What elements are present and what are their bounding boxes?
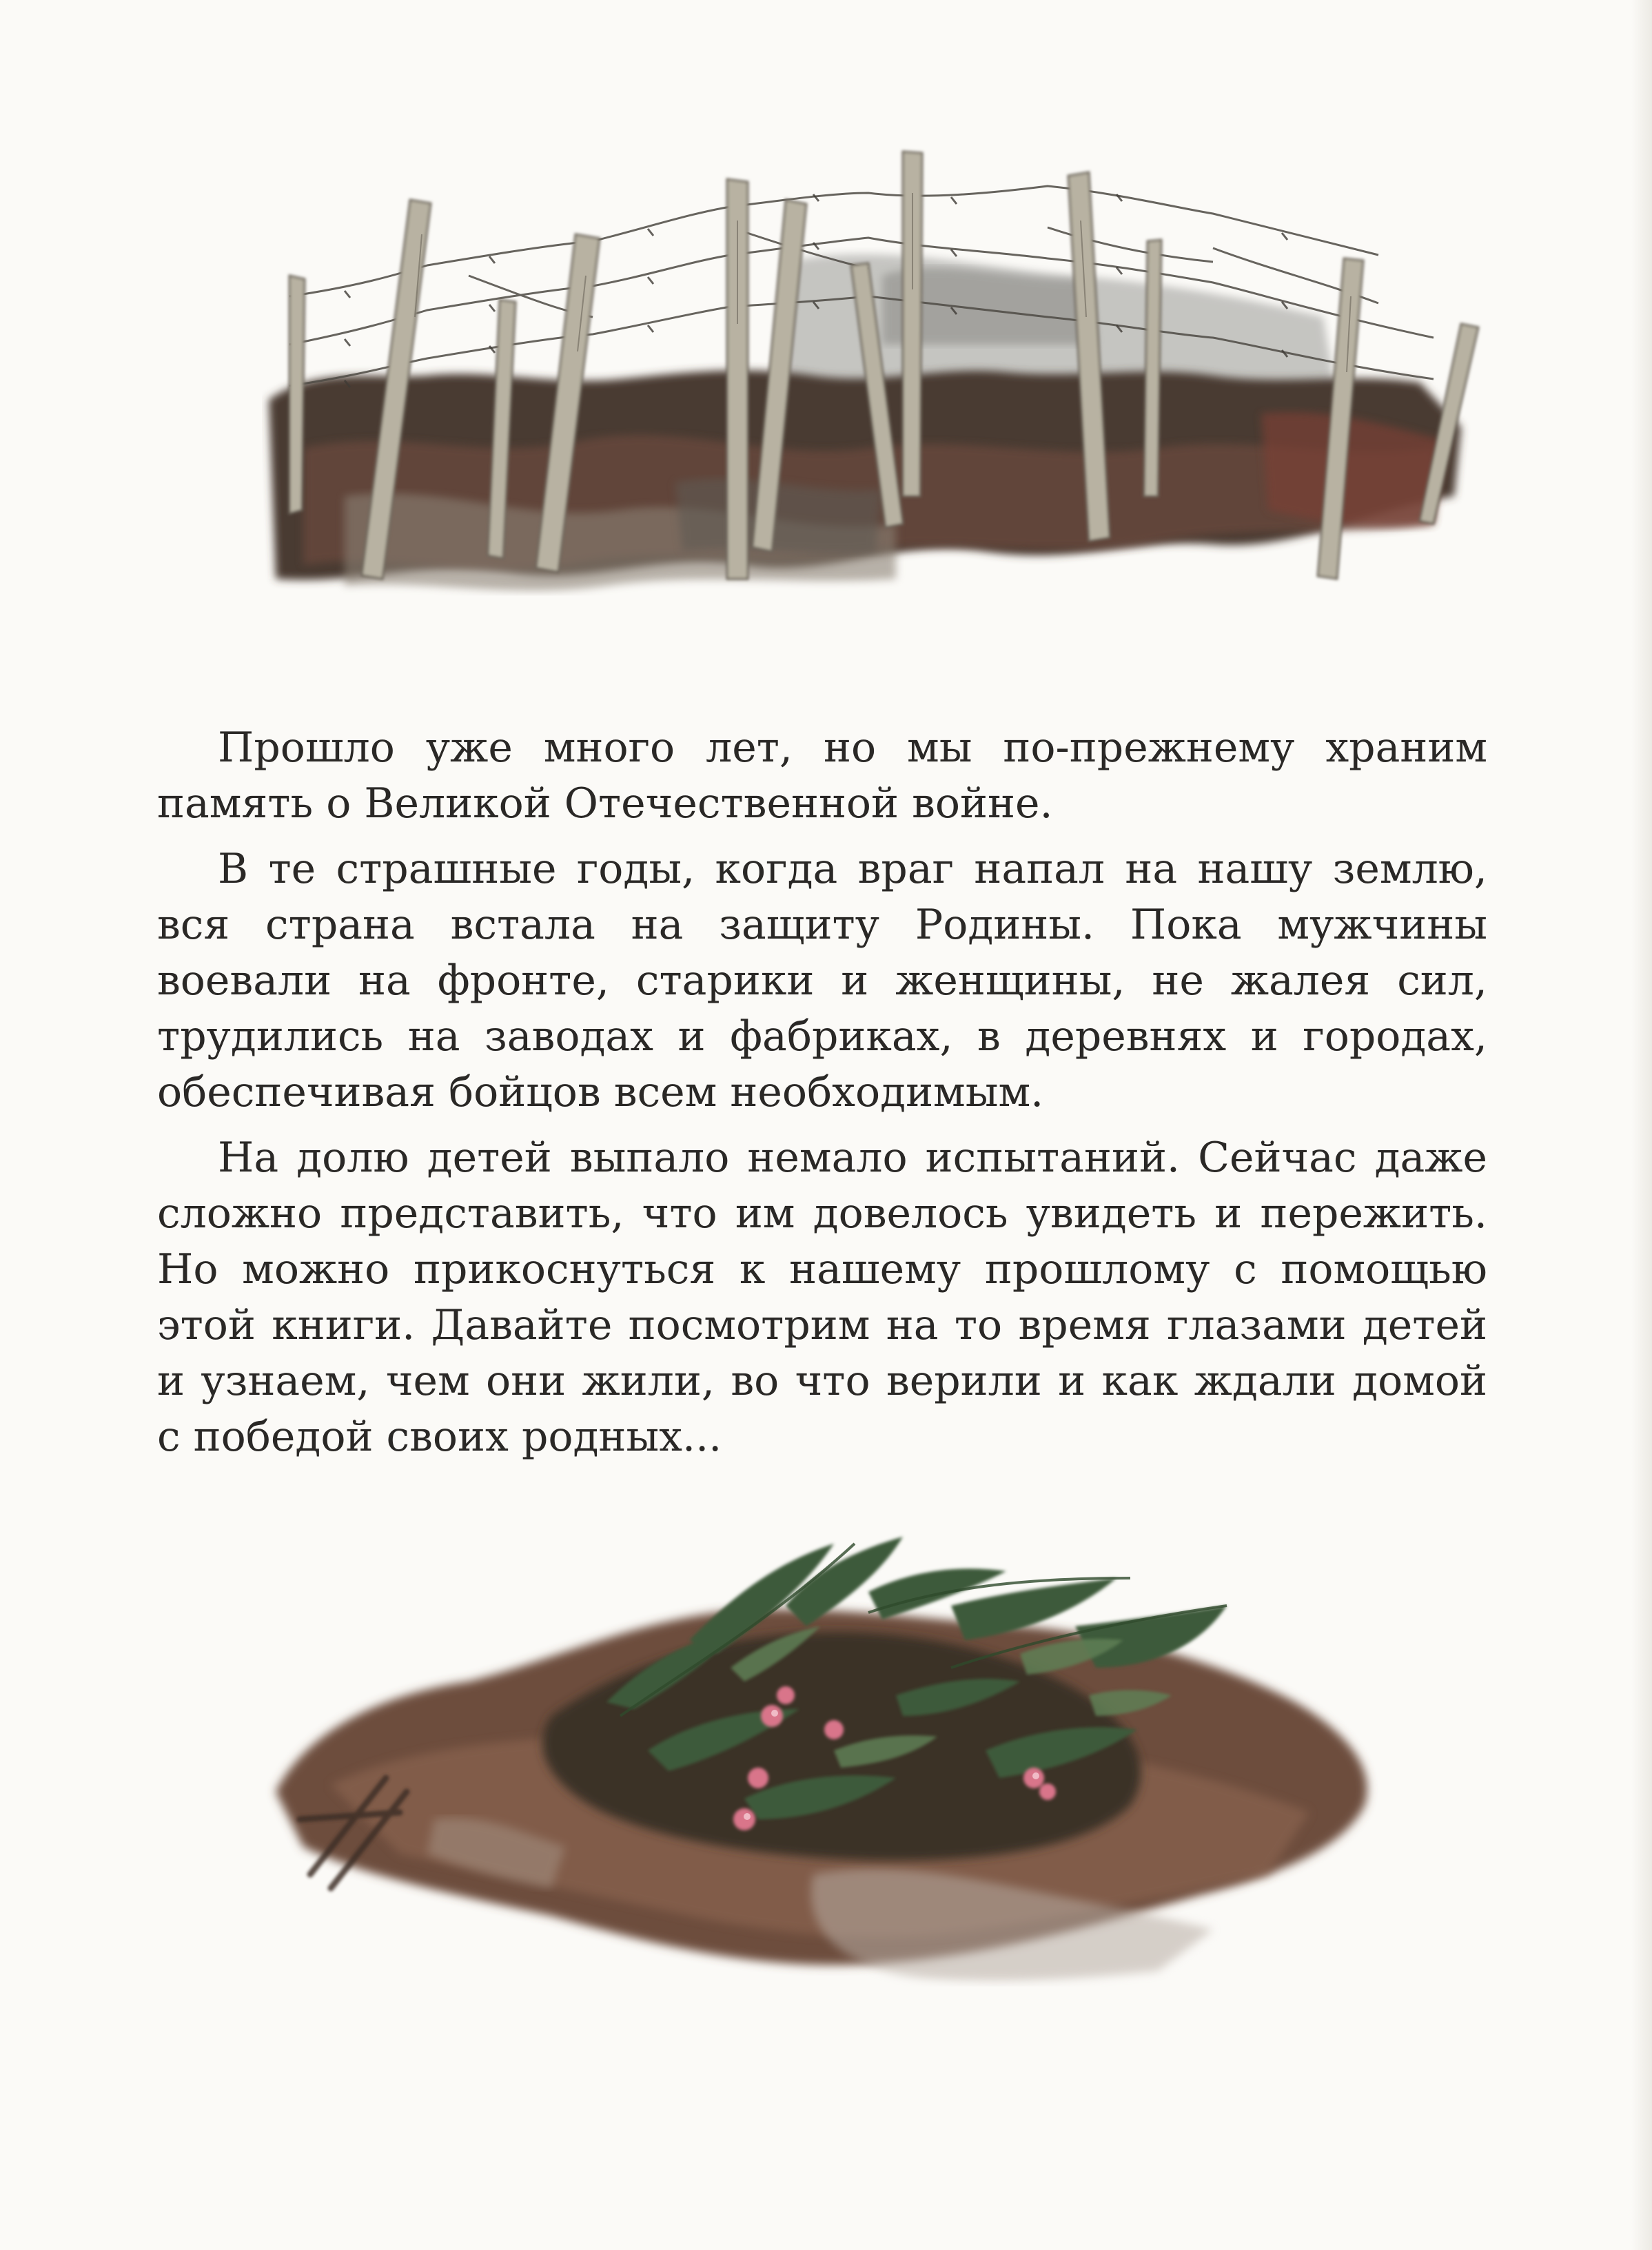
paragraph-1: Прошло уже много лет, но мы по-прежнему храним память о Великой Отечественной войне.: [157, 724, 1487, 828]
intro-text: [157, 720, 1487, 1465]
page-edge: [1631, 0, 1652, 2250]
wreath-grave-icon: [262, 1489, 1392, 2012]
paragraph-3: На долю детей выпало немало испытаний. Сейчас даже сложно представить, что им довелось увидеть и пережить. Но можно прикоснуться к нашему прошлому с помощью этой книги. Давайте посмотрим на то время глазами детей и узнаем, чем они жили, во что верили и как ждали домой с победой своих родных...: [157, 1134, 1487, 1461]
paragraph-2: В те страшные годы, когда враг напал на нашу землю, вся страна встала на защиту Родины. Пока мужчины воевали на фронте, старики и женщины, не жалея сил, трудились на заводах и фабриках, в деревнях и городах, обеспечивая бойцов всем необходимым.: [157, 845, 1487, 1116]
fence-barbed-wire-icon: [262, 138, 1489, 620]
